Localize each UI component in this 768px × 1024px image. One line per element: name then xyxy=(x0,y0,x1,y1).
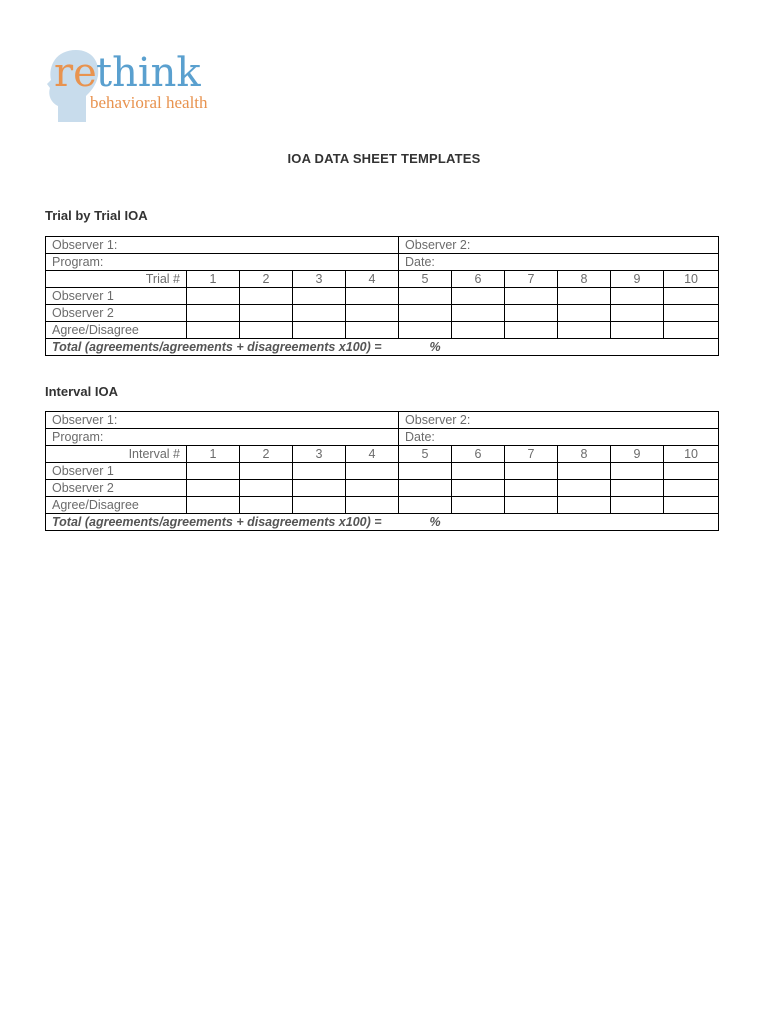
data-cell[interactable] xyxy=(505,480,558,497)
data-cell[interactable] xyxy=(664,288,719,305)
section-heading-trial: Trial by Trial IOA xyxy=(45,208,148,223)
data-cell[interactable] xyxy=(611,463,664,480)
col-number: 10 xyxy=(664,271,719,288)
table-row xyxy=(46,463,719,480)
data-cell[interactable] xyxy=(399,480,452,497)
total-row xyxy=(46,514,719,531)
data-cell[interactable] xyxy=(187,288,240,305)
row-label: Observer 1 xyxy=(46,463,187,480)
rethink-logo xyxy=(46,44,218,126)
data-cell[interactable] xyxy=(399,288,452,305)
data-cell[interactable] xyxy=(346,288,399,305)
data-cell[interactable] xyxy=(558,305,611,322)
data-cell[interactable] xyxy=(293,463,346,480)
interval-number-label: Interval # xyxy=(46,446,187,463)
row-label: Observer 2 xyxy=(46,480,187,497)
data-cell[interactable] xyxy=(346,497,399,514)
observer1-field[interactable]: Observer 1: xyxy=(46,412,399,429)
data-cell[interactable] xyxy=(452,322,505,339)
data-cell[interactable] xyxy=(346,322,399,339)
data-cell[interactable] xyxy=(505,305,558,322)
data-cell[interactable] xyxy=(293,322,346,339)
percent-sign: % xyxy=(429,339,441,354)
table-row xyxy=(46,480,719,497)
interval-ioa-table xyxy=(45,411,719,531)
row-label: Agree/Disagree xyxy=(46,322,187,339)
data-cell[interactable] xyxy=(452,463,505,480)
data-cell[interactable] xyxy=(611,497,664,514)
data-cell[interactable] xyxy=(452,288,505,305)
program-field[interactable]: Program: xyxy=(46,254,399,271)
col-number: 9 xyxy=(611,271,664,288)
brand-think: think xyxy=(96,50,201,96)
data-cell[interactable] xyxy=(664,463,719,480)
data-cell[interactable] xyxy=(399,497,452,514)
data-cell[interactable] xyxy=(558,463,611,480)
data-cell[interactable] xyxy=(346,463,399,480)
table-row xyxy=(46,322,719,339)
total-row xyxy=(46,339,719,356)
col-number: 1 xyxy=(187,446,240,463)
data-cell[interactable] xyxy=(240,463,293,480)
row-label: Agree/Disagree xyxy=(46,497,187,514)
date-field[interactable]: Date: xyxy=(399,429,719,446)
col-number: 7 xyxy=(505,446,558,463)
trial-ioa-table xyxy=(45,236,719,356)
table-row xyxy=(46,497,719,514)
table-row xyxy=(46,305,719,322)
observer-row xyxy=(46,237,719,254)
row-label: Observer 2 xyxy=(46,305,187,322)
header-row xyxy=(46,271,719,288)
data-cell[interactable] xyxy=(558,288,611,305)
col-number: 1 xyxy=(187,271,240,288)
data-cell[interactable] xyxy=(293,305,346,322)
col-number: 2 xyxy=(240,446,293,463)
data-cell[interactable] xyxy=(399,305,452,322)
data-cell[interactable] xyxy=(505,497,558,514)
col-number: 9 xyxy=(611,446,664,463)
data-cell[interactable] xyxy=(240,480,293,497)
data-cell[interactable] xyxy=(664,480,719,497)
total-formula: Total (agreements/agreements + disagreements x100) = xyxy=(52,514,382,529)
data-cell[interactable] xyxy=(187,305,240,322)
section-heading-interval: Interval IOA xyxy=(45,384,118,399)
col-number: 10 xyxy=(664,446,719,463)
data-cell[interactable] xyxy=(505,463,558,480)
data-cell[interactable] xyxy=(505,288,558,305)
col-number: 8 xyxy=(558,446,611,463)
data-cell[interactable] xyxy=(399,322,452,339)
data-cell[interactable] xyxy=(187,463,240,480)
data-cell[interactable] xyxy=(240,497,293,514)
observer1-field[interactable]: Observer 1: xyxy=(46,237,399,254)
data-cell[interactable] xyxy=(611,288,664,305)
data-cell[interactable] xyxy=(664,497,719,514)
col-number: 5 xyxy=(399,446,452,463)
observer-row xyxy=(46,412,719,429)
page-title: IOA DATA SHEET TEMPLATES xyxy=(287,151,481,166)
percent-sign: % xyxy=(429,514,441,529)
data-cell[interactable] xyxy=(664,322,719,339)
data-cell[interactable] xyxy=(187,497,240,514)
observer2-field[interactable]: Observer 2: xyxy=(399,237,719,254)
data-cell[interactable] xyxy=(664,305,719,322)
col-number: 6 xyxy=(452,446,505,463)
row-label: Observer 1 xyxy=(46,288,187,305)
date-field[interactable]: Date: xyxy=(399,254,719,271)
data-cell[interactable] xyxy=(611,322,664,339)
data-cell[interactable] xyxy=(346,305,399,322)
total-formula: Total (agreements/agreements + disagreements x100) = xyxy=(52,339,382,354)
col-number: 7 xyxy=(505,271,558,288)
data-cell[interactable] xyxy=(240,322,293,339)
data-cell[interactable] xyxy=(505,322,558,339)
total-cell[interactable] xyxy=(46,339,719,356)
data-cell[interactable] xyxy=(558,322,611,339)
data-cell[interactable] xyxy=(346,480,399,497)
data-cell[interactable] xyxy=(452,497,505,514)
total-cell[interactable] xyxy=(46,514,719,531)
col-number: 4 xyxy=(346,446,399,463)
observer2-field[interactable]: Observer 2: xyxy=(399,412,719,429)
col-number: 2 xyxy=(240,271,293,288)
data-cell[interactable] xyxy=(452,480,505,497)
data-cell[interactable] xyxy=(558,480,611,497)
data-cell[interactable] xyxy=(611,480,664,497)
data-cell[interactable] xyxy=(399,463,452,480)
col-number: 3 xyxy=(293,271,346,288)
program-field[interactable]: Program: xyxy=(46,429,399,446)
table-row xyxy=(46,288,719,305)
col-number: 4 xyxy=(346,271,399,288)
data-cell[interactable] xyxy=(558,497,611,514)
brand-re: re xyxy=(54,50,97,96)
col-number: 5 xyxy=(399,271,452,288)
data-cell[interactable] xyxy=(293,497,346,514)
data-cell[interactable] xyxy=(240,305,293,322)
data-cell[interactable] xyxy=(187,480,240,497)
data-cell[interactable] xyxy=(611,305,664,322)
trial-number-label: Trial # xyxy=(46,271,187,288)
col-number: 3 xyxy=(293,446,346,463)
col-number: 6 xyxy=(452,271,505,288)
header-row xyxy=(46,446,719,463)
program-row xyxy=(46,429,719,446)
data-cell[interactable] xyxy=(187,322,240,339)
data-cell[interactable] xyxy=(240,288,293,305)
program-row xyxy=(46,254,719,271)
brand-tagline: behavioral health xyxy=(90,93,208,112)
data-cell[interactable] xyxy=(452,305,505,322)
data-cell[interactable] xyxy=(293,288,346,305)
col-number: 8 xyxy=(558,271,611,288)
data-cell[interactable] xyxy=(293,480,346,497)
